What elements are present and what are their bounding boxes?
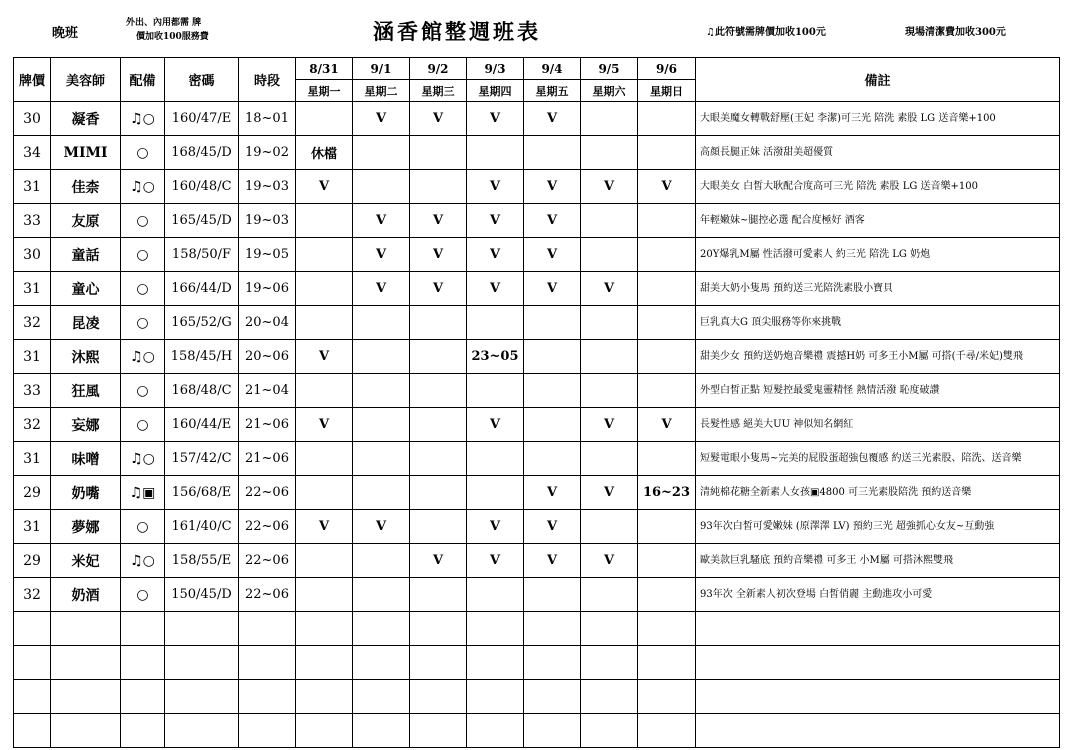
equip-cell: ♫○ [121, 544, 165, 578]
equip-cell: ♫○ [121, 102, 165, 136]
day-cell [353, 544, 410, 578]
day-cell [296, 578, 353, 612]
day-cell [581, 204, 638, 238]
remarks-cell: 外型白皙正點 短髮控最愛鬼靈精怪 熱情活潑 恥度破讚 [696, 374, 1060, 408]
day-cell [524, 442, 581, 476]
col-date-header: 9/2 [410, 58, 467, 80]
empty-row [14, 680, 1060, 714]
day-cell [410, 170, 467, 204]
day-cell [467, 306, 524, 340]
equip-cell: ○ [121, 306, 165, 340]
day-cell: V [410, 102, 467, 136]
remarks-cell: 巨乳真大G 頂尖服務等你來挑戰 [696, 306, 1060, 340]
day-cell [467, 476, 524, 510]
name-cell: 凝香 [51, 102, 121, 136]
empty-cell [581, 646, 638, 680]
equip-cell: ○ [121, 510, 165, 544]
day-cell [353, 340, 410, 374]
empty-cell [467, 612, 524, 646]
day-cell [638, 578, 696, 612]
day-cell: V [524, 170, 581, 204]
day-cell: V [410, 272, 467, 306]
time-cell: 21~06 [239, 442, 296, 476]
equip-cell: ○ [121, 136, 165, 170]
equip-cell: ○ [121, 204, 165, 238]
price-cell: 34 [14, 136, 51, 170]
day-cell: 16~23 [638, 476, 696, 510]
table-row [14, 238, 1060, 272]
day-cell: V [524, 238, 581, 272]
code-cell: 156/68/E [165, 476, 239, 510]
day-cell: V [581, 408, 638, 442]
empty-cell [524, 680, 581, 714]
day-cell [467, 374, 524, 408]
price-cell: 31 [14, 442, 51, 476]
day-cell: V [467, 204, 524, 238]
shift-label: 晚班 [52, 26, 79, 41]
col-name-header: 美容師 [51, 58, 121, 102]
day-cell [638, 340, 696, 374]
day-cell: V [353, 238, 410, 272]
empty-cell [696, 646, 1060, 680]
empty-cell [296, 714, 353, 748]
table-row [14, 476, 1060, 510]
remarks-cell: 高顏長腿正妹 活潑甜美超優質 [696, 136, 1060, 170]
day-cell: V [296, 408, 353, 442]
empty-cell [121, 612, 165, 646]
equip-cell: ○ [121, 408, 165, 442]
day-cell [353, 442, 410, 476]
code-cell: 150/45/D [165, 578, 239, 612]
day-cell: V [296, 510, 353, 544]
day-cell: V [524, 102, 581, 136]
service-fee-note [126, 16, 209, 44]
col-date-header: 9/6 [638, 58, 696, 80]
name-cell: 夢娜 [51, 510, 121, 544]
col-date-header: 8/31 [296, 58, 353, 80]
time-cell: 20~06 [239, 340, 296, 374]
day-cell [467, 136, 524, 170]
empty-cell [410, 680, 467, 714]
schedule-table [13, 57, 1060, 748]
name-cell: 狂風 [51, 374, 121, 408]
day-cell [524, 408, 581, 442]
day-cell [581, 340, 638, 374]
equip-cell: ♫▣ [121, 476, 165, 510]
code-cell: 160/48/C [165, 170, 239, 204]
day-cell [467, 578, 524, 612]
day-cell: V [467, 510, 524, 544]
time-cell: 22~06 [239, 476, 296, 510]
day-cell [581, 510, 638, 544]
empty-cell [524, 612, 581, 646]
name-cell: MIMI [51, 136, 121, 170]
price-cell: 32 [14, 306, 51, 340]
empty-cell [239, 646, 296, 680]
empty-cell [121, 646, 165, 680]
name-cell: 童話 [51, 238, 121, 272]
remarks-cell: 短髮電眼小隻馬~完美的屁股蛋超強包覆感 約送三光素股、陪洗、送音樂 [696, 442, 1060, 476]
col-weekday-header: 星期六 [581, 80, 638, 102]
day-cell [296, 442, 353, 476]
day-cell [353, 408, 410, 442]
col-date-header: 9/5 [581, 58, 638, 80]
table-row [14, 578, 1060, 612]
code-cell: 168/45/D [165, 136, 239, 170]
empty-cell [581, 680, 638, 714]
empty-cell [353, 612, 410, 646]
empty-cell [467, 646, 524, 680]
day-cell [410, 476, 467, 510]
day-cell: V [467, 272, 524, 306]
col-remarks-header: 備註 [696, 58, 1060, 102]
empty-cell [410, 646, 467, 680]
day-cell [296, 544, 353, 578]
day-cell [353, 136, 410, 170]
day-cell [638, 510, 696, 544]
day-cell: V [353, 272, 410, 306]
name-cell: 米妃 [51, 544, 121, 578]
day-cell: V [467, 238, 524, 272]
col-weekday-header: 星期四 [467, 80, 524, 102]
price-cell: 33 [14, 374, 51, 408]
col-equip-header: 配備 [121, 58, 165, 102]
day-cell [638, 102, 696, 136]
empty-cell [353, 646, 410, 680]
day-cell: V [638, 408, 696, 442]
day-cell: V [353, 510, 410, 544]
table-row [14, 136, 1060, 170]
col-date-header: 9/4 [524, 58, 581, 80]
empty-cell [353, 680, 410, 714]
name-cell: 友原 [51, 204, 121, 238]
empty-cell [165, 612, 239, 646]
time-cell: 19~03 [239, 170, 296, 204]
day-cell: V [524, 272, 581, 306]
empty-cell [14, 680, 51, 714]
service-fee-note-line1: 外出、內用都需 牌 [126, 18, 202, 28]
day-cell [524, 136, 581, 170]
code-cell: 165/52/G [165, 306, 239, 340]
day-cell [581, 374, 638, 408]
empty-row [14, 612, 1060, 646]
equip-cell: ♫○ [121, 340, 165, 374]
day-cell: V [524, 204, 581, 238]
day-cell: V [467, 544, 524, 578]
name-cell: 佳柰 [51, 170, 121, 204]
col-weekday-header: 星期日 [638, 80, 696, 102]
day-cell [296, 204, 353, 238]
day-cell: V [410, 544, 467, 578]
price-cell: 31 [14, 340, 51, 374]
code-cell: 158/55/E [165, 544, 239, 578]
day-cell [638, 272, 696, 306]
empty-cell [165, 646, 239, 680]
table-row [14, 272, 1060, 306]
day-cell [524, 306, 581, 340]
day-cell: V [467, 102, 524, 136]
col-price-header: 牌價 [14, 58, 51, 102]
remarks-cell: 長髮性感 絕美大UU 神似知名網紅 [696, 408, 1060, 442]
day-cell [524, 374, 581, 408]
empty-cell [51, 680, 121, 714]
remarks-cell: 93年次白皙可愛嫩妹 (原澤澤 LV) 預約三光 超強抓心女友~互動強 [696, 510, 1060, 544]
col-time-header: 時段 [239, 58, 296, 102]
equip-cell: ○ [121, 374, 165, 408]
day-cell: 23~05 [467, 340, 524, 374]
table-row [14, 408, 1060, 442]
col-weekday-header: 星期三 [410, 80, 467, 102]
time-cell: 19~06 [239, 272, 296, 306]
empty-cell [410, 612, 467, 646]
day-cell [581, 238, 638, 272]
empty-cell [696, 612, 1060, 646]
col-date-header: 9/1 [353, 58, 410, 80]
day-cell [581, 442, 638, 476]
empty-cell [121, 680, 165, 714]
cleaning-fee-note: 現場清潔費加收300元 [905, 27, 1006, 38]
day-cell [353, 306, 410, 340]
empty-cell [14, 646, 51, 680]
day-cell: V [581, 544, 638, 578]
remarks-cell: 年輕嫩妹~腿控必選 配合度極好 酒客 [696, 204, 1060, 238]
day-cell: 休檔 [296, 136, 353, 170]
name-cell: 味噌 [51, 442, 121, 476]
day-cell [581, 136, 638, 170]
day-cell [638, 306, 696, 340]
table-header [14, 58, 1060, 102]
empty-cell [296, 612, 353, 646]
code-cell: 158/50/F [165, 238, 239, 272]
day-cell: V [524, 476, 581, 510]
time-cell: 21~04 [239, 374, 296, 408]
page-title: 涵香館整週班表 [373, 19, 541, 44]
empty-cell [638, 612, 696, 646]
time-cell: 19~02 [239, 136, 296, 170]
day-cell [353, 578, 410, 612]
day-cell [296, 102, 353, 136]
empty-cell [524, 646, 581, 680]
price-cell: 32 [14, 578, 51, 612]
remarks-cell: 清純棉花糖全新素人女孩▣4800 可三光素股陪洗 預約送音樂 [696, 476, 1060, 510]
day-cell [296, 238, 353, 272]
day-cell [638, 442, 696, 476]
empty-cell [353, 714, 410, 748]
time-cell: 22~06 [239, 544, 296, 578]
day-cell [638, 136, 696, 170]
empty-cell [51, 646, 121, 680]
empty-cell [467, 680, 524, 714]
table-row [14, 204, 1060, 238]
empty-cell [296, 646, 353, 680]
empty-cell [51, 714, 121, 748]
day-cell [410, 306, 467, 340]
day-cell: V [410, 204, 467, 238]
code-cell: 158/45/H [165, 340, 239, 374]
day-cell [581, 102, 638, 136]
remarks-cell: 93年次 全新素人初次登場 白皙俏麗 主動進攻小可愛 [696, 578, 1060, 612]
table-row [14, 442, 1060, 476]
price-cell: 30 [14, 102, 51, 136]
day-cell: V [353, 102, 410, 136]
day-cell: V [467, 170, 524, 204]
day-cell: V [581, 476, 638, 510]
day-cell: V [524, 544, 581, 578]
day-cell [638, 204, 696, 238]
code-cell: 160/44/E [165, 408, 239, 442]
day-cell: V [524, 510, 581, 544]
empty-cell [524, 714, 581, 748]
remarks-cell: 甜美大奶小隻馬 預約送三光陪洗素股小寶貝 [696, 272, 1060, 306]
empty-cell [14, 714, 51, 748]
empty-cell [14, 612, 51, 646]
remarks-cell: 歐美款巨乳騷底 預約音樂禮 可多王 小M屬 可搭沐熙雙飛 [696, 544, 1060, 578]
time-cell: 19~05 [239, 238, 296, 272]
col-date-header: 9/3 [467, 58, 524, 80]
day-cell [410, 442, 467, 476]
price-cell: 29 [14, 544, 51, 578]
day-cell [581, 578, 638, 612]
time-cell: 22~06 [239, 510, 296, 544]
remarks-cell: 20Y爆乳M屬 性活潑可愛素人 約三光 陪洗 LG 奶炮 [696, 238, 1060, 272]
day-cell [353, 170, 410, 204]
empty-cell [51, 612, 121, 646]
col-weekday-header: 星期一 [296, 80, 353, 102]
day-cell: V [638, 170, 696, 204]
day-cell [410, 340, 467, 374]
time-cell: 21~06 [239, 408, 296, 442]
empty-cell [696, 714, 1060, 748]
day-cell [296, 374, 353, 408]
day-cell: V [296, 340, 353, 374]
day-cell [410, 578, 467, 612]
code-cell: 161/40/C [165, 510, 239, 544]
table-row [14, 170, 1060, 204]
table-row [14, 340, 1060, 374]
table-row [14, 374, 1060, 408]
equip-cell: ○ [121, 272, 165, 306]
price-cell: 33 [14, 204, 51, 238]
empty-cell [638, 714, 696, 748]
table-row [14, 102, 1060, 136]
day-cell: V [410, 238, 467, 272]
name-cell: 沐熙 [51, 340, 121, 374]
code-cell: 168/48/C [165, 374, 239, 408]
name-cell: 奶嘴 [51, 476, 121, 510]
empty-cell [165, 714, 239, 748]
day-cell [581, 306, 638, 340]
name-cell: 昆凌 [51, 306, 121, 340]
name-cell: 童心 [51, 272, 121, 306]
col-weekday-header: 星期五 [524, 80, 581, 102]
day-cell [410, 374, 467, 408]
empty-cell [239, 680, 296, 714]
day-cell: V [581, 272, 638, 306]
price-cell: 31 [14, 272, 51, 306]
empty-cell [638, 680, 696, 714]
day-cell [638, 238, 696, 272]
code-cell: 165/45/D [165, 204, 239, 238]
day-cell [638, 544, 696, 578]
equip-cell: ♫○ [121, 170, 165, 204]
day-cell: V [353, 204, 410, 238]
empty-cell [696, 680, 1060, 714]
table-row [14, 544, 1060, 578]
price-cell: 32 [14, 408, 51, 442]
price-cell: 31 [14, 170, 51, 204]
day-cell [467, 442, 524, 476]
empty-cell [467, 714, 524, 748]
music-surcharge-note: ♫此符號需牌價加收100元 [706, 27, 826, 38]
empty-cell [581, 714, 638, 748]
remarks-cell: 大眼美魔女轉戰舒壓(王妃 李潔)可三光 陪洗 素股 LG 送音樂+100 [696, 102, 1060, 136]
name-cell: 妄娜 [51, 408, 121, 442]
equip-cell: ○ [121, 578, 165, 612]
remarks-cell: 甜美少女 預約送奶炮音樂禮 震撼H奶 可多王小M屬 可搭(千尋/米妃)雙飛 [696, 340, 1060, 374]
empty-cell [638, 646, 696, 680]
table-body [14, 102, 1060, 748]
day-cell [524, 340, 581, 374]
day-cell [296, 476, 353, 510]
day-cell [296, 306, 353, 340]
time-cell: 18~01 [239, 102, 296, 136]
col-code-header: 密碼 [165, 58, 239, 102]
equip-cell: ○ [121, 238, 165, 272]
day-cell: V [296, 170, 353, 204]
day-cell [410, 408, 467, 442]
price-cell: 29 [14, 476, 51, 510]
day-cell: V [581, 170, 638, 204]
service-fee-note-line2: 價加收100服務費 [136, 32, 209, 42]
time-cell: 20~04 [239, 306, 296, 340]
code-cell: 166/44/D [165, 272, 239, 306]
empty-cell [239, 612, 296, 646]
day-cell: V [467, 408, 524, 442]
col-weekday-header: 星期二 [353, 80, 410, 102]
equip-cell: ♫○ [121, 442, 165, 476]
table-row [14, 306, 1060, 340]
empty-cell [165, 680, 239, 714]
day-cell [524, 578, 581, 612]
price-cell: 30 [14, 238, 51, 272]
remarks-cell: 大眼美女 白皙大耿配合度高可三光 陪洗 素股 LG 送音樂+100 [696, 170, 1060, 204]
day-cell [353, 374, 410, 408]
empty-row [14, 714, 1060, 748]
day-cell [638, 374, 696, 408]
code-cell: 160/47/E [165, 102, 239, 136]
time-cell: 19~03 [239, 204, 296, 238]
empty-cell [239, 714, 296, 748]
code-cell: 157/42/C [165, 442, 239, 476]
day-cell [410, 510, 467, 544]
price-cell: 31 [14, 510, 51, 544]
empty-cell [410, 714, 467, 748]
day-cell [296, 272, 353, 306]
empty-cell [581, 612, 638, 646]
name-cell: 奶酒 [51, 578, 121, 612]
time-cell: 22~06 [239, 578, 296, 612]
table-row [14, 510, 1060, 544]
header-row-dates [14, 58, 1060, 80]
empty-row [14, 646, 1060, 680]
day-cell [353, 476, 410, 510]
empty-cell [121, 714, 165, 748]
empty-cell [296, 680, 353, 714]
day-cell [410, 136, 467, 170]
